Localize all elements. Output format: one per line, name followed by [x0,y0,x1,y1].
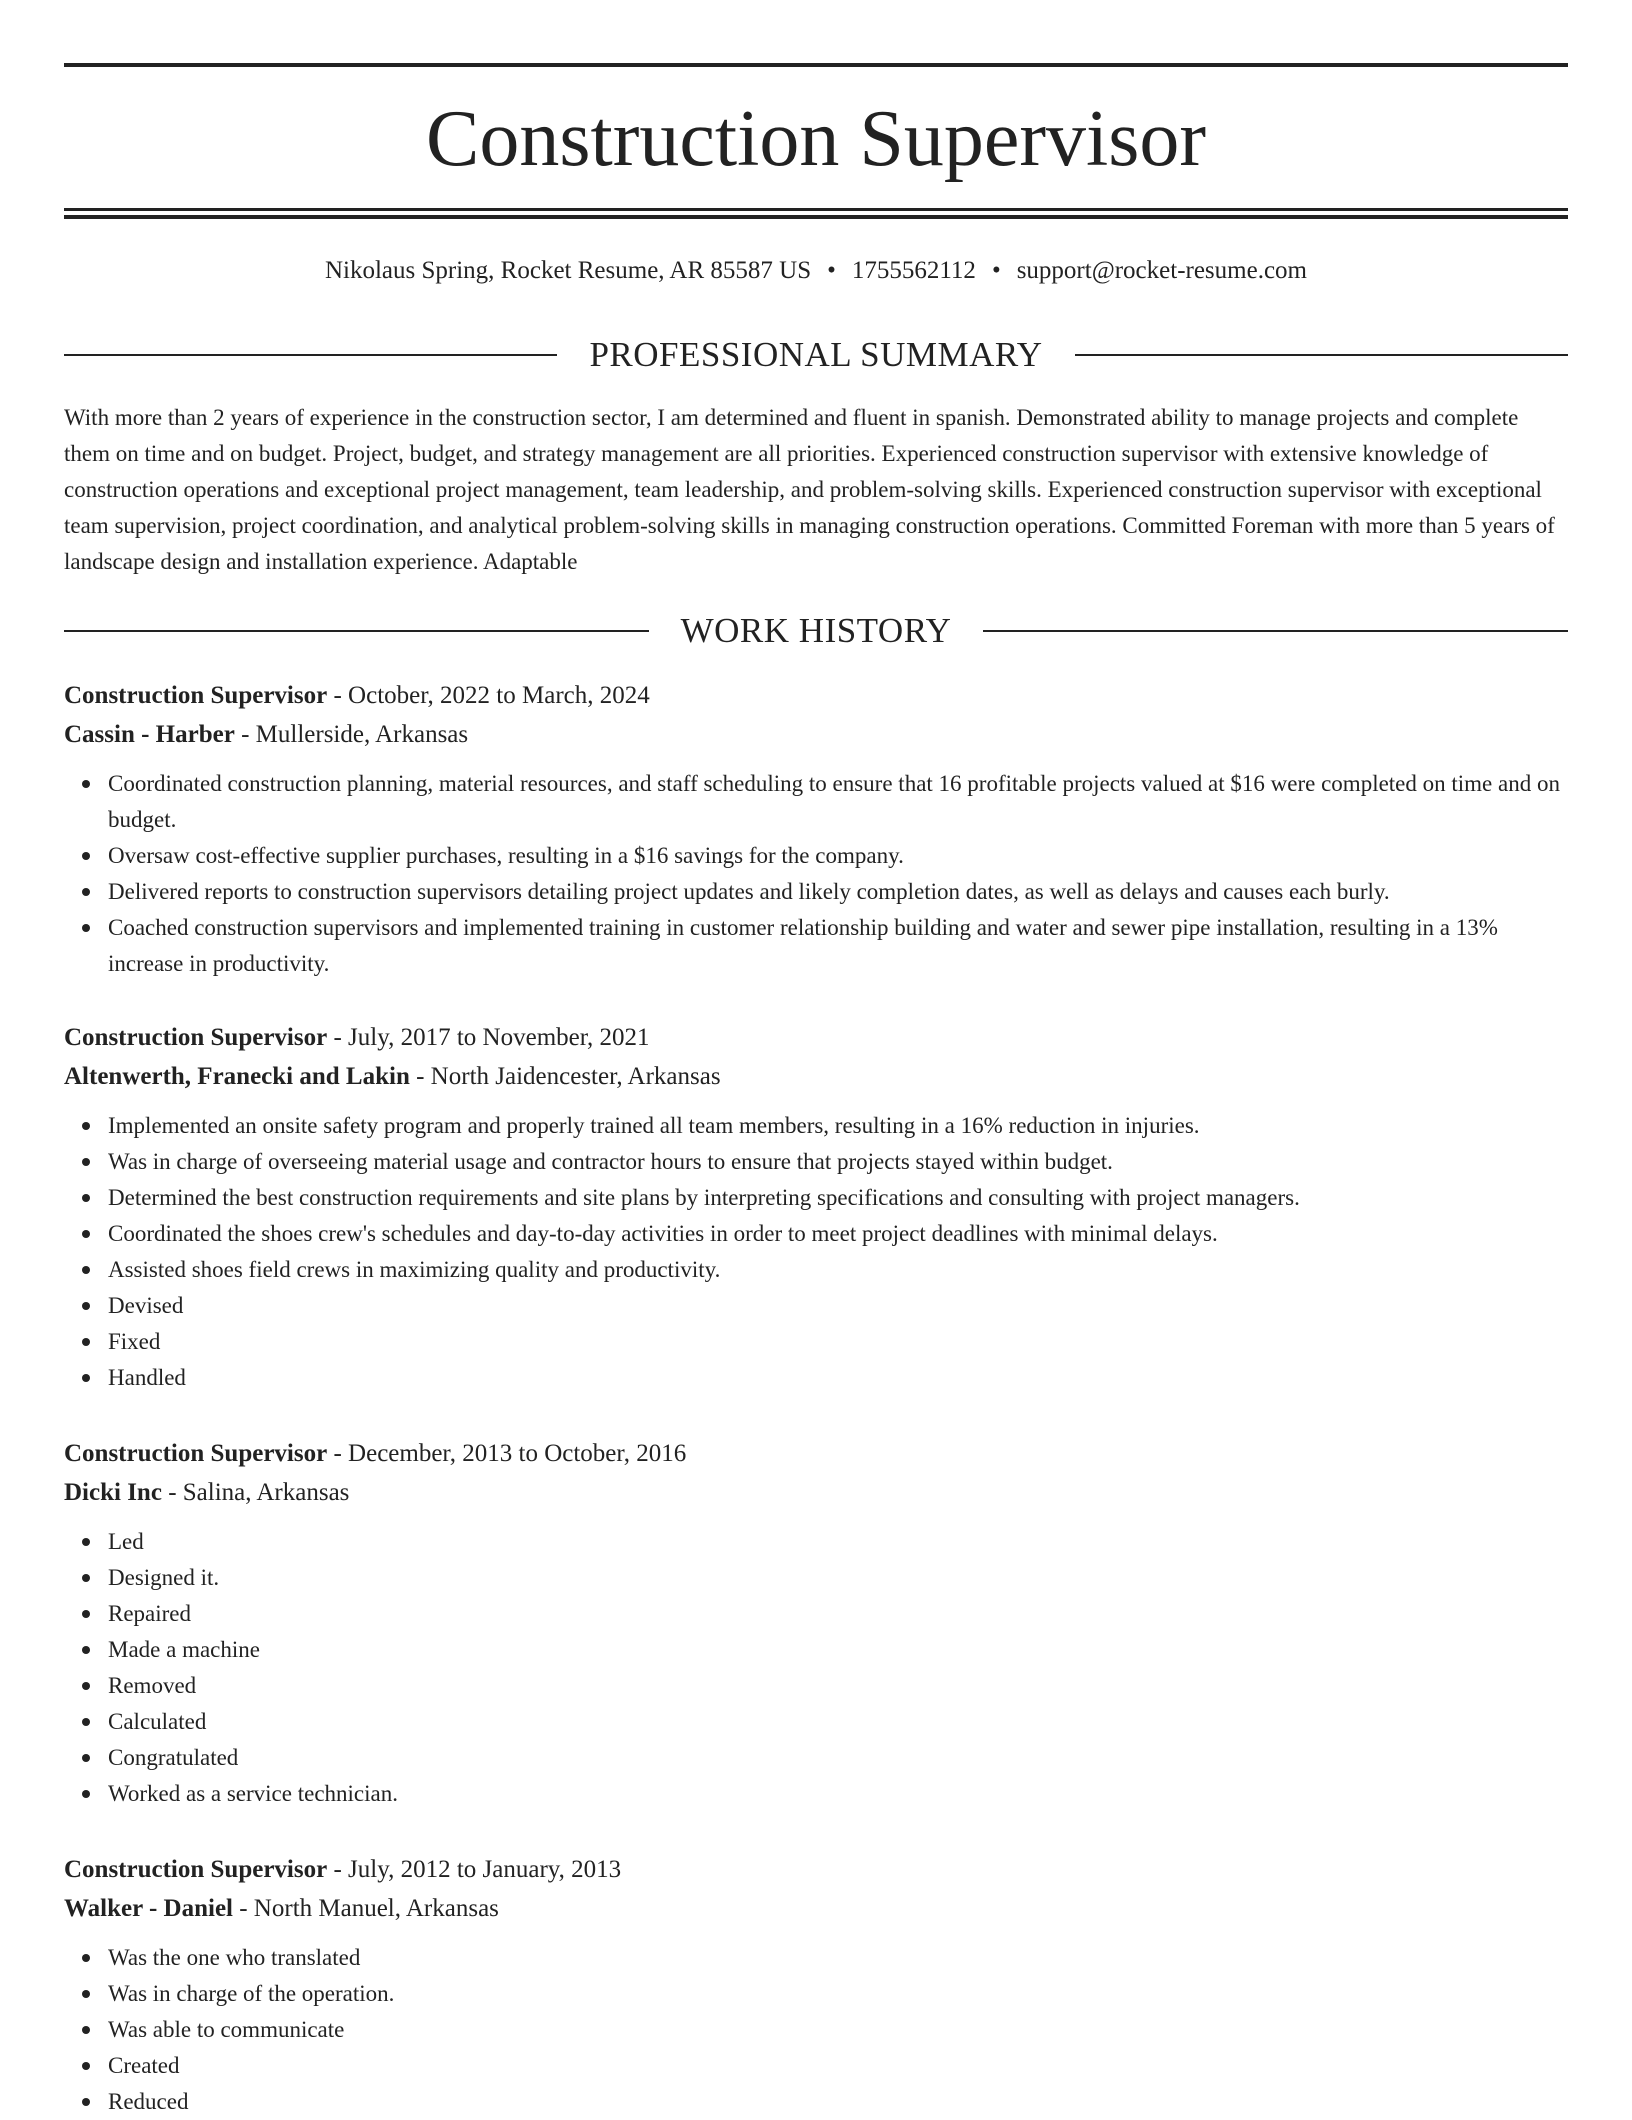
contact-separator: • [991,257,1001,284]
job-title-line [64,1434,1568,1473]
job-bullet: Reduced [108,2084,1568,2120]
contact-phone: 1755562112 [851,257,976,284]
job-role: Construction Supervisor [64,1856,328,1883]
job-bullet: Devised [108,1288,1568,1324]
job-bullet: Was in charge of the operation. [108,1976,1568,2012]
job-company-line [64,715,1568,754]
work-history-heading-label: WORK HISTORY [680,611,952,650]
job-title-line [64,1018,1568,1057]
job-dates: - October, 2022 to March, 2024 [327,682,650,709]
job-location: - North Jaidencester, Arkansas [409,1063,721,1090]
job-bullet: Made a machine [108,1632,1568,1668]
job-company-line [64,1473,1568,1512]
job-bullets [64,1940,1568,2120]
job-entry [64,1018,1568,1396]
job-bullet: Coordinated the shoes crew's schedules and day-to-day activities in order to meet project deadlines with minimal delays. [108,1216,1568,1252]
job-company: Walker - Daniel [64,1895,233,1922]
job-bullet: Assisted shoes field crews in maximizing quality and productivity. [108,1252,1568,1288]
job-title-line [64,1850,1568,1889]
title-rule-upper [64,208,1568,211]
heading-rule-left [64,354,557,356]
job-entry [64,676,1568,982]
summary-heading-label: PROFESSIONAL SUMMARY [589,335,1043,374]
contact-separator: • [827,257,836,284]
job-bullet: Coordinated construction planning, material resources, and staff scheduling to ensure that 16 profitable projects valued at $16 were completed on time and on budget. [108,766,1568,838]
job-bullet: Designed it. [108,1560,1568,1596]
job-role: Construction Supervisor [64,1440,328,1467]
job-bullet: Congratulated [108,1740,1568,1776]
job-bullets [64,1108,1568,1396]
summary-heading [64,334,1568,376]
job-location: - Salina, Arkansas [161,1479,350,1506]
job-company: Altenwerth, Franecki and Lakin [64,1063,410,1090]
job-location: - North Manuel, Arkansas [232,1895,499,1922]
work-history-heading [64,610,1568,652]
job-entry [64,1434,1568,1812]
contact-address: Nikolaus Spring, Rocket Resume, AR 85587 US [324,257,812,284]
job-entry [64,1850,1568,2120]
job-bullet: Fixed [108,1324,1568,1360]
job-bullet: Calculated [108,1704,1568,1740]
job-location: - Mullerside, Arkansas [234,721,469,748]
job-bullet: Handled [108,1360,1568,1396]
job-role: Construction Supervisor [64,1024,328,1051]
job-title-line [64,676,1568,715]
job-bullets [64,1524,1568,1812]
job-bullet: Oversaw cost-effective supplier purchases, resulting in a $16 savings for the company. [108,838,1568,874]
job-role: Construction Supervisor [64,682,328,709]
job-bullet: Was able to communicate [108,2012,1568,2048]
job-bullet: Worked as a service technician. [108,1776,1568,1812]
job-bullet: Repaired [108,1596,1568,1632]
job-company: Dicki Inc [64,1479,162,1506]
job-dates: - December, 2013 to October, 2016 [327,1440,687,1467]
job-bullet: Delivered reports to construction supervisors detailing project updates and likely completion dates, as well as delays and causes each burly. [108,874,1568,910]
job-bullets [64,766,1568,982]
title-rule-lower [64,215,1568,219]
job-bullet: Led [108,1524,1568,1560]
heading-rule-left [64,630,649,632]
job-bullet: Removed [108,1668,1568,1704]
job-bullet: Was in charge of overseeing material usage and contractor hours to ensure that projects stayed within budget. [108,1144,1568,1180]
job-company-line [64,1889,1568,1928]
heading-rule-right [983,630,1568,632]
job-bullet: Implemented an onsite safety program and properly trained all team members, resulting in a 16% reduction in injuries. [108,1108,1568,1144]
resume-title: Construction Supervisor [426,95,1206,183]
job-bullet: Coached construction supervisors and implemented training in customer relationship building and water and sewer pipe installation, resulting in a 13% increase in productivity. [108,910,1568,982]
contact-line [64,256,1568,286]
job-dates: - July, 2017 to November, 2021 [327,1024,650,1051]
top-rule [64,63,1568,67]
job-bullet: Determined the best construction requirements and site plans by interpreting specifications and consulting with project managers. [108,1180,1568,1216]
contact-email: support@rocket-resume.com [1016,257,1307,284]
job-bullet: Was the one who translated [108,1940,1568,1976]
heading-rule-right [1075,354,1568,356]
job-dates: - July, 2012 to January, 2013 [327,1856,622,1883]
job-company: Cassin - Harber [64,721,235,748]
job-bullet: Created [108,2048,1568,2084]
job-company-line [64,1057,1568,1096]
summary-text: With more than 2 years of experience in the construction sector, I am determined and fluent in spanish. Demonstrated ability to manage projects and complete them on time and on budget. Project, budget, and strategy management are all priorities. Experienced construction supervisor with extensive knowledge of construction operations and exceptional project management, team leadership, and problem-solving skills. Experienced construction supervisor with exceptional team supervision, project coordination, and analytical problem-solving skills in managing construction operations. Committed Foreman with more than 5 years of landscape design and installation experience. Adaptable [64,405,1555,574]
